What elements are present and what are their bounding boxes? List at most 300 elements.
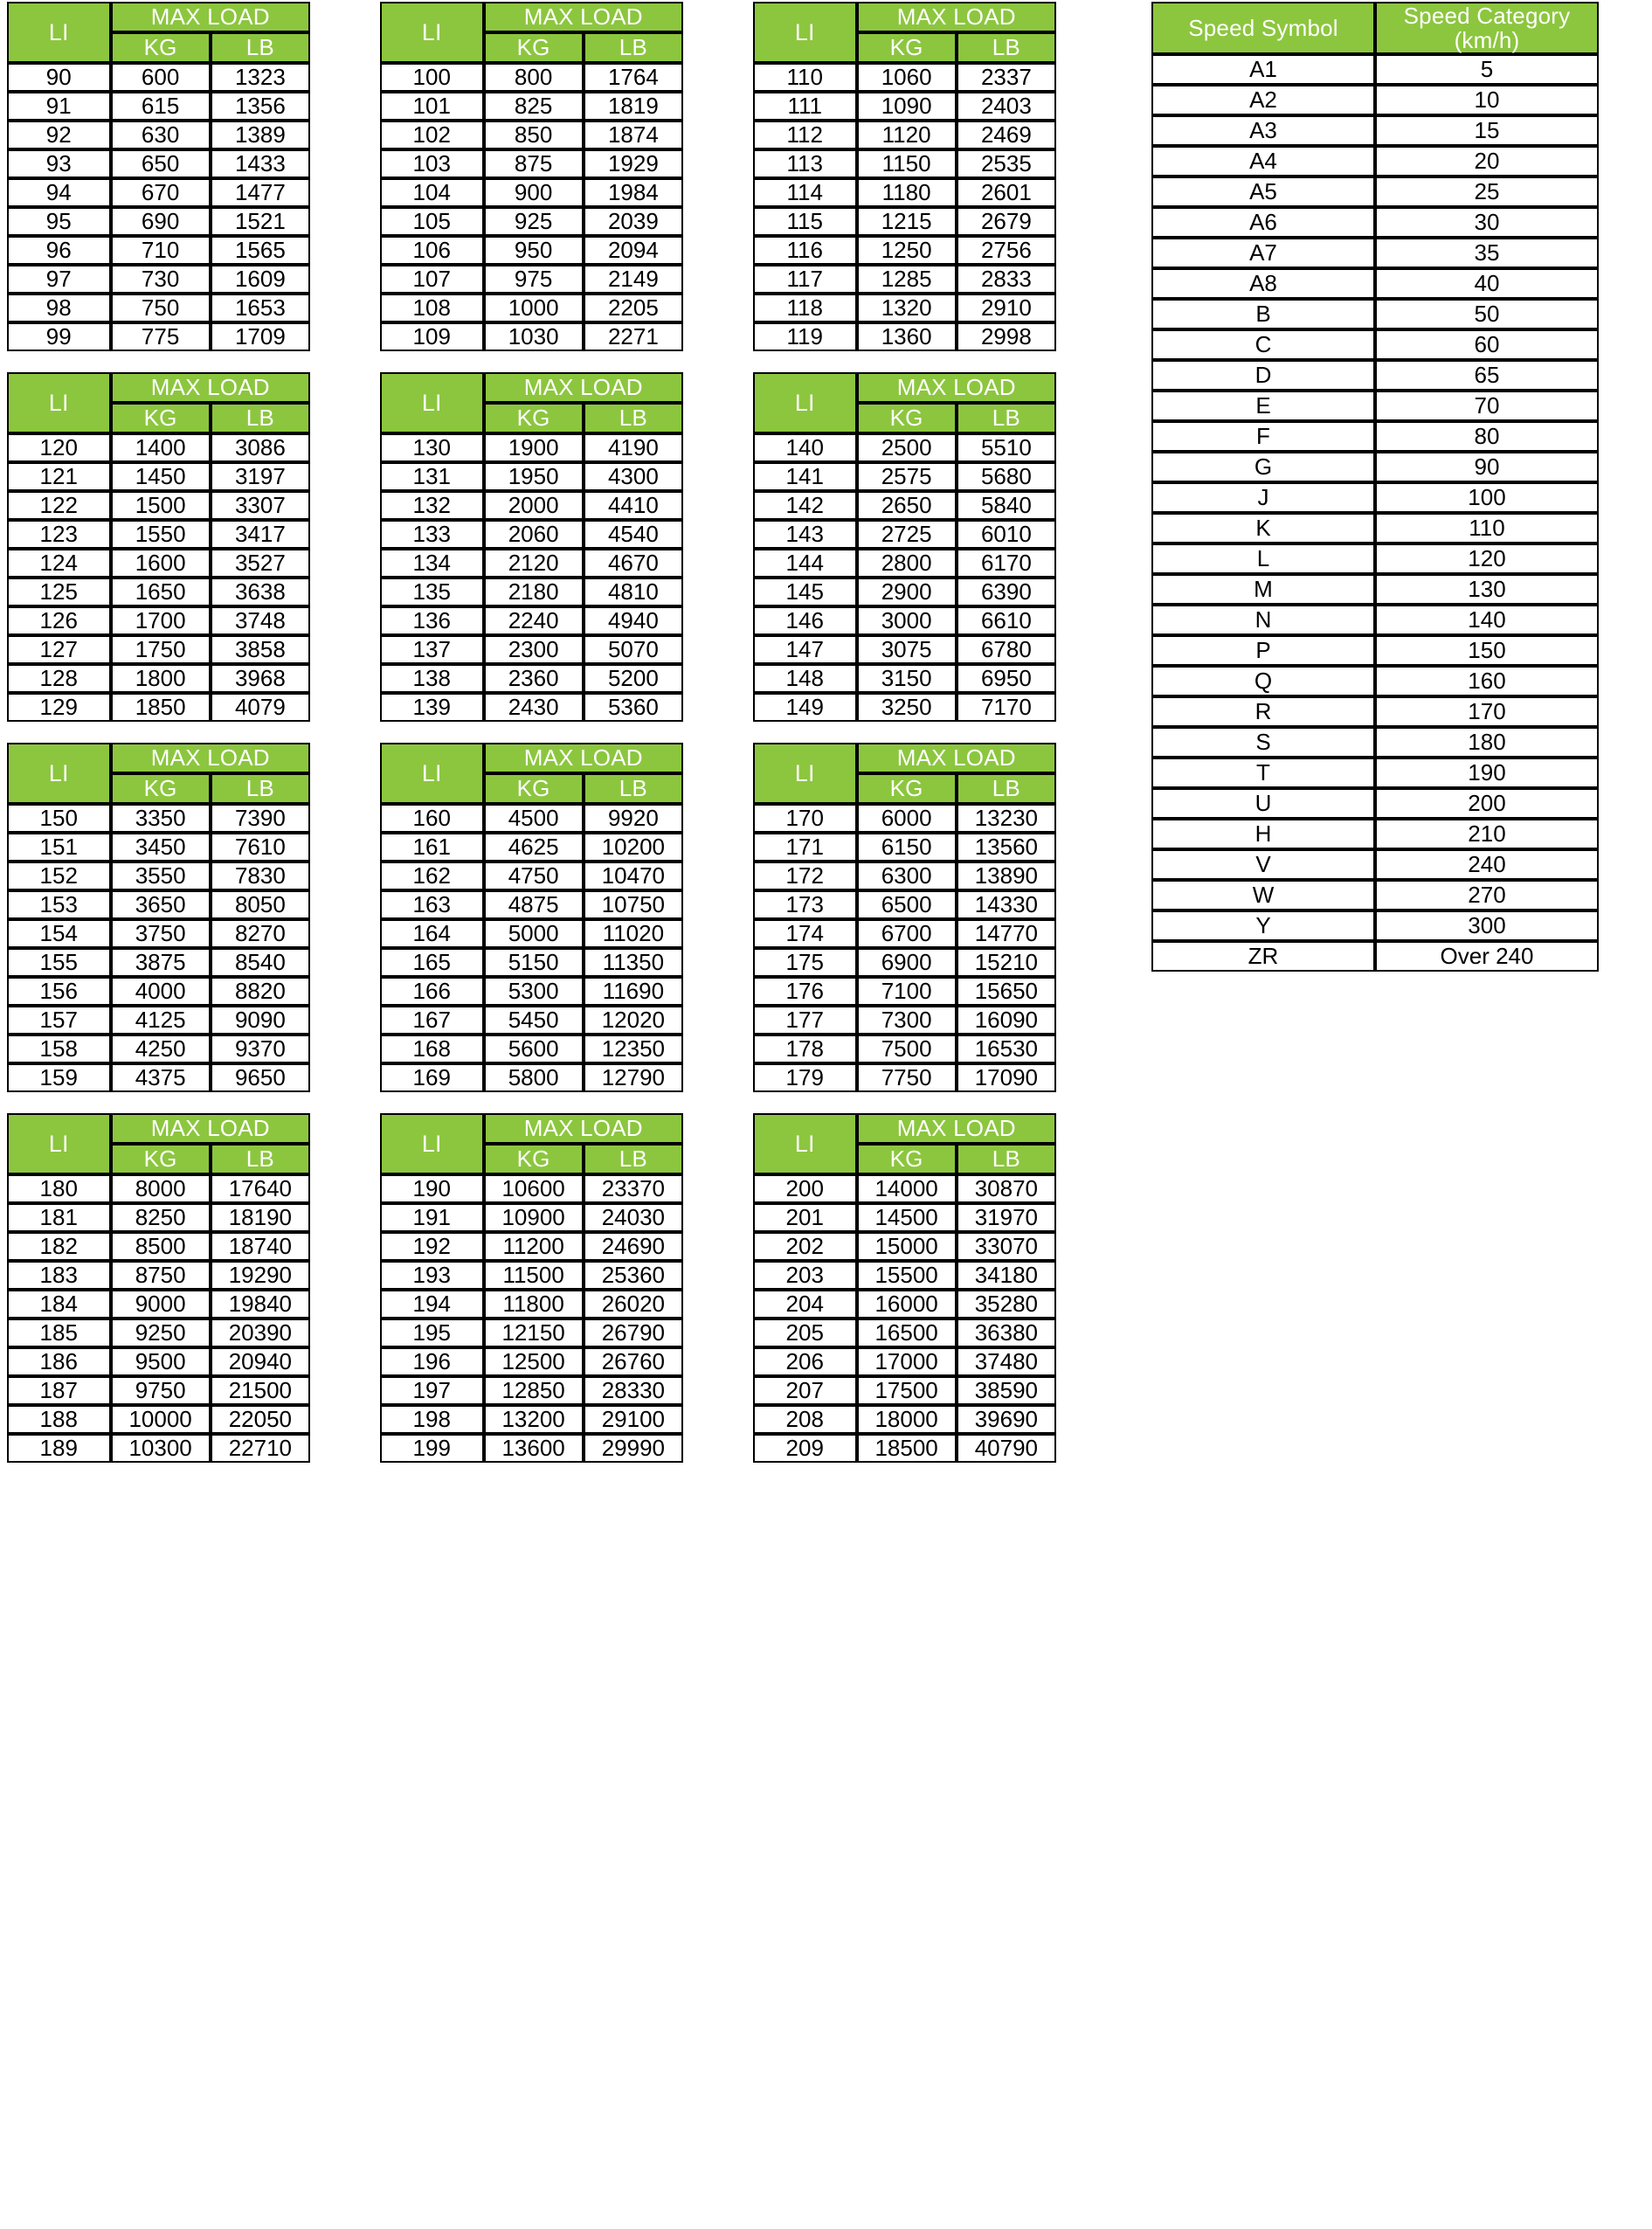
load-index-table-li-110-119: [753, 2, 1056, 351]
max-load-kg-value: 2060: [484, 520, 584, 549]
table-row: [1151, 880, 1599, 910]
load-index-value: 96: [7, 236, 111, 265]
table-row: [380, 1232, 683, 1261]
table-row: [380, 1035, 683, 1063]
max-load-kg-value: 4000: [111, 977, 211, 1006]
load-index-value: 127: [7, 635, 111, 664]
load-index-value: 126: [7, 606, 111, 635]
table-row: [7, 1232, 310, 1261]
load-index-value: 196: [380, 1347, 484, 1376]
load-index-block-row: [7, 372, 1060, 722]
table-row: [753, 63, 1056, 92]
load-index-value: 168: [380, 1035, 484, 1063]
load-index-value: 160: [380, 804, 484, 833]
table-row: [753, 890, 1056, 919]
load-index-value: 120: [7, 433, 111, 462]
max-load-lb-value: 22050: [211, 1405, 310, 1434]
table-row: [753, 635, 1056, 664]
load-index-value: 159: [7, 1063, 111, 1092]
max-load-lb-value: 26790: [584, 1319, 683, 1347]
table-row: [7, 491, 310, 520]
table-row: [380, 606, 683, 635]
max-load-lb-value: 18190: [211, 1203, 310, 1232]
max-load-lb-value: 8820: [211, 977, 310, 1006]
load-index-kg-header: KG: [484, 32, 584, 63]
table-row: [1151, 238, 1599, 268]
max-load-kg-value: 1900: [484, 433, 584, 462]
table-row: [380, 121, 683, 149]
load-index-value: 146: [753, 606, 857, 635]
speed-category-value: 210: [1375, 819, 1599, 849]
max-load-lb-value: 6390: [957, 578, 1056, 606]
table-row: [7, 178, 310, 207]
speed-symbol-value: V: [1151, 849, 1375, 880]
table-row: [7, 549, 310, 578]
load-index-header-row-top: [753, 2, 1056, 32]
max-load-lb-value: 20390: [211, 1319, 310, 1347]
max-load-lb-value: 28330: [584, 1376, 683, 1405]
load-index-value: 150: [7, 804, 111, 833]
max-load-lb-value: 7390: [211, 804, 310, 833]
table-row: [7, 149, 310, 178]
speed-symbol-value: A3: [1151, 115, 1375, 146]
speed-symbol-value: W: [1151, 880, 1375, 910]
max-load-lb-value: 22710: [211, 1434, 310, 1463]
load-index-block-li-120-129: [7, 372, 310, 722]
max-load-lb-value: 17090: [957, 1063, 1056, 1092]
load-index-value: 97: [7, 265, 111, 294]
speed-category-header-line2: (km/h): [1454, 27, 1520, 53]
load-index-value: 181: [7, 1203, 111, 1232]
load-index-value: 106: [380, 236, 484, 265]
max-load-kg-value: 1400: [111, 433, 211, 462]
max-load-lb-value: 13230: [957, 804, 1056, 833]
max-load-kg-value: 690: [111, 207, 211, 236]
table-row: [1151, 482, 1599, 513]
max-load-lb-value: 2679: [957, 207, 1056, 236]
max-load-kg-value: 14000: [857, 1174, 957, 1203]
max-load-lb-value: 3086: [211, 433, 310, 462]
load-index-value: 137: [380, 635, 484, 664]
table-row: [753, 1319, 1056, 1347]
table-row: [1151, 819, 1599, 849]
max-load-lb-value: 16090: [957, 1006, 1056, 1035]
max-load-kg-value: 1360: [857, 322, 957, 351]
load-index-value: 131: [380, 462, 484, 491]
table-row: [7, 265, 310, 294]
speed-symbol-value: A6: [1151, 207, 1375, 238]
max-load-lb-value: 29990: [584, 1434, 683, 1463]
max-load-kg-value: 3450: [111, 833, 211, 862]
load-index-table-li-150-159: [7, 743, 310, 1092]
max-load-lb-value: 2833: [957, 265, 1056, 294]
speed-symbol-value: T: [1151, 758, 1375, 788]
load-index-value: 99: [7, 322, 111, 351]
load-index-value: 112: [753, 121, 857, 149]
load-index-kg-header: KG: [111, 403, 211, 433]
speed-category-value: 160: [1375, 666, 1599, 696]
max-load-kg-value: 10300: [111, 1434, 211, 1463]
speed-symbol-value: H: [1151, 819, 1375, 849]
table-row: [7, 948, 310, 977]
max-load-lb-value: 3858: [211, 635, 310, 664]
speed-category-value: 100: [1375, 482, 1599, 513]
max-load-lb-value: 9370: [211, 1035, 310, 1063]
max-load-kg-value: 7750: [857, 1063, 957, 1092]
table-row: [753, 265, 1056, 294]
speed-symbol-value: B: [1151, 299, 1375, 329]
load-index-value: 182: [7, 1232, 111, 1261]
max-load-kg-value: 15500: [857, 1261, 957, 1290]
max-load-kg-value: 3650: [111, 890, 211, 919]
max-load-kg-value: 7300: [857, 1006, 957, 1035]
max-load-lb-value: 17640: [211, 1174, 310, 1203]
load-index-li-header: LI: [753, 1113, 857, 1174]
speed-rating-header-row: [1151, 2, 1599, 54]
max-load-lb-value: 14770: [957, 919, 1056, 948]
load-index-kg-header: KG: [857, 32, 957, 63]
table-row: [1151, 360, 1599, 391]
load-index-table-li-90-99: [7, 2, 310, 351]
speed-category-value: 200: [1375, 788, 1599, 819]
max-load-lb-value: 12790: [584, 1063, 683, 1092]
load-index-value: 147: [753, 635, 857, 664]
max-load-kg-value: 775: [111, 322, 211, 351]
max-load-kg-value: 2300: [484, 635, 584, 664]
max-load-kg-value: 2725: [857, 520, 957, 549]
max-load-kg-value: 16500: [857, 1319, 957, 1347]
table-row: [380, 520, 683, 549]
table-row: [380, 1290, 683, 1319]
table-row: [7, 1063, 310, 1092]
max-load-lb-value: 40790: [957, 1434, 1056, 1463]
load-index-value: 111: [753, 92, 857, 121]
speed-symbol-value: U: [1151, 788, 1375, 819]
load-index-value: 187: [7, 1376, 111, 1405]
max-load-lb-value: 2149: [584, 265, 683, 294]
max-load-kg-value: 14500: [857, 1203, 957, 1232]
max-load-kg-value: 1060: [857, 63, 957, 92]
load-index-value: 108: [380, 294, 484, 322]
table-row: [7, 1006, 310, 1035]
speed-category-value: 110: [1375, 513, 1599, 543]
load-index-value: 176: [753, 977, 857, 1006]
max-load-lb-value: 1764: [584, 63, 683, 92]
load-index-value: 156: [7, 977, 111, 1006]
load-index-value: 122: [7, 491, 111, 520]
max-load-lb-value: 37480: [957, 1347, 1056, 1376]
max-load-lb-value: 1929: [584, 149, 683, 178]
max-load-lb-value: 11020: [584, 919, 683, 948]
max-load-kg-value: 1500: [111, 491, 211, 520]
max-load-lb-value: 26760: [584, 1347, 683, 1376]
load-index-lb-header: LB: [584, 773, 683, 804]
table-row: [7, 1174, 310, 1203]
load-index-lb-header: LB: [584, 403, 683, 433]
max-load-lb-value: 20940: [211, 1347, 310, 1376]
load-index-value: 149: [753, 693, 857, 722]
load-index-value: 100: [380, 63, 484, 92]
load-index-value: 135: [380, 578, 484, 606]
load-index-block-li-130-139: [380, 372, 683, 722]
max-load-kg-value: 4750: [484, 862, 584, 890]
load-index-value: 148: [753, 664, 857, 693]
speed-symbol-value: N: [1151, 605, 1375, 635]
load-index-value: 178: [753, 1035, 857, 1063]
load-index-value: 139: [380, 693, 484, 722]
max-load-kg-value: 6150: [857, 833, 957, 862]
max-load-lb-value: 5840: [957, 491, 1056, 520]
load-index-value: 197: [380, 1376, 484, 1405]
speed-category-value: 5: [1375, 54, 1599, 85]
max-load-kg-value: 1950: [484, 462, 584, 491]
load-index-li-header: LI: [380, 743, 484, 804]
max-load-lb-value: 2910: [957, 294, 1056, 322]
load-index-table-body: [753, 743, 1056, 1092]
table-row: [753, 491, 1056, 520]
max-load-lb-value: 4670: [584, 549, 683, 578]
max-load-kg-value: 600: [111, 63, 211, 92]
max-load-kg-value: 825: [484, 92, 584, 121]
max-load-lb-value: 10200: [584, 833, 683, 862]
max-load-lb-value: 1819: [584, 92, 683, 121]
load-index-max-load-header: MAX LOAD: [857, 1113, 1057, 1144]
load-index-value: 114: [753, 178, 857, 207]
table-row: [1151, 788, 1599, 819]
max-load-lb-value: 3307: [211, 491, 310, 520]
max-load-lb-value: 21500: [211, 1376, 310, 1405]
load-index-table-body: [753, 372, 1056, 722]
load-index-lb-header: LB: [584, 1144, 683, 1174]
max-load-kg-value: 4250: [111, 1035, 211, 1063]
max-load-lb-value: 4410: [584, 491, 683, 520]
max-load-lb-value: 3638: [211, 578, 310, 606]
speed-symbol-value: Y: [1151, 910, 1375, 941]
load-index-value: 118: [753, 294, 857, 322]
table-row: [7, 520, 310, 549]
load-index-max-load-header: MAX LOAD: [857, 2, 1057, 32]
speed-symbol-value: M: [1151, 574, 1375, 605]
load-index-max-load-header: MAX LOAD: [857, 743, 1057, 773]
speed-symbol-value: ZR: [1151, 941, 1375, 972]
table-row: [753, 1035, 1056, 1063]
table-row: [7, 578, 310, 606]
max-load-lb-value: 1356: [211, 92, 310, 121]
load-index-kg-header: KG: [857, 773, 957, 804]
load-index-value: 206: [753, 1347, 857, 1376]
max-load-kg-value: 800: [484, 63, 584, 92]
load-index-li-header: LI: [753, 2, 857, 63]
load-index-block-row: [7, 743, 1060, 1092]
table-row: [380, 1174, 683, 1203]
table-row: [7, 862, 310, 890]
max-load-lb-value: 2337: [957, 63, 1056, 92]
max-load-lb-value: 38590: [957, 1376, 1056, 1405]
load-index-value: 103: [380, 149, 484, 178]
table-row: [380, 236, 683, 265]
load-index-table-body: [380, 1113, 683, 1463]
max-load-kg-value: 5450: [484, 1006, 584, 1035]
load-index-header-row-top: [753, 1113, 1056, 1144]
table-row: [7, 236, 310, 265]
load-index-value: 191: [380, 1203, 484, 1232]
max-load-kg-value: 7100: [857, 977, 957, 1006]
max-load-lb-value: 1323: [211, 63, 310, 92]
speed-category-value: 70: [1375, 391, 1599, 421]
load-index-header-row-top: [753, 372, 1056, 403]
max-load-lb-value: 1521: [211, 207, 310, 236]
max-load-lb-value: 19840: [211, 1290, 310, 1319]
max-load-kg-value: 2800: [857, 549, 957, 578]
max-load-lb-value: 24030: [584, 1203, 683, 1232]
max-load-lb-value: 8050: [211, 890, 310, 919]
max-load-lb-value: 2535: [957, 149, 1056, 178]
load-index-value: 192: [380, 1232, 484, 1261]
max-load-kg-value: 2650: [857, 491, 957, 520]
table-row: [7, 1035, 310, 1063]
table-row: [380, 1319, 683, 1347]
table-row: [380, 549, 683, 578]
max-load-kg-value: 15000: [857, 1232, 957, 1261]
table-row: [753, 207, 1056, 236]
speed-symbol-value: Q: [1151, 666, 1375, 696]
table-row: [1151, 268, 1599, 299]
load-index-block-row: [7, 1113, 1060, 1463]
table-row: [380, 1405, 683, 1434]
load-index-value: 190: [380, 1174, 484, 1203]
load-index-kg-header: KG: [111, 1144, 211, 1174]
max-load-kg-value: 650: [111, 149, 211, 178]
max-load-kg-value: 6500: [857, 890, 957, 919]
speed-symbol-value: D: [1151, 360, 1375, 391]
load-index-value: 91: [7, 92, 111, 121]
load-index-li-header: LI: [7, 2, 111, 63]
table-row: [1151, 666, 1599, 696]
table-row: [7, 1203, 310, 1232]
max-load-kg-value: 730: [111, 265, 211, 294]
table-row: [753, 92, 1056, 121]
load-index-value: 207: [753, 1376, 857, 1405]
load-index-table-body: [753, 2, 1056, 351]
table-row: [1151, 421, 1599, 452]
max-load-lb-value: 7170: [957, 693, 1056, 722]
max-load-lb-value: 2403: [957, 92, 1056, 121]
load-index-value: 208: [753, 1405, 857, 1434]
table-row: [753, 236, 1056, 265]
max-load-kg-value: 8750: [111, 1261, 211, 1290]
table-row: [380, 890, 683, 919]
table-row: [753, 1434, 1056, 1463]
speed-category-value: 140: [1375, 605, 1599, 635]
load-index-block-row: [7, 2, 1060, 351]
max-load-lb-value: 4940: [584, 606, 683, 635]
max-load-lb-value: 5070: [584, 635, 683, 664]
load-index-value: 133: [380, 520, 484, 549]
table-row: [1151, 177, 1599, 207]
load-index-header-row-top: [380, 2, 683, 32]
max-load-kg-value: 5600: [484, 1035, 584, 1063]
table-row: [753, 1290, 1056, 1319]
max-load-kg-value: 7500: [857, 1035, 957, 1063]
speed-category-value: 300: [1375, 910, 1599, 941]
max-load-kg-value: 4125: [111, 1006, 211, 1035]
load-index-value: 183: [7, 1261, 111, 1290]
table-row: [380, 948, 683, 977]
table-row: [7, 606, 310, 635]
max-load-lb-value: 4300: [584, 462, 683, 491]
max-load-kg-value: 615: [111, 92, 211, 121]
max-load-lb-value: 2998: [957, 322, 1056, 351]
max-load-kg-value: 11800: [484, 1290, 584, 1319]
max-load-kg-value: 1650: [111, 578, 211, 606]
load-index-value: 204: [753, 1290, 857, 1319]
load-index-li-header: LI: [753, 743, 857, 804]
max-load-lb-value: 5680: [957, 462, 1056, 491]
max-load-kg-value: 1750: [111, 635, 211, 664]
load-index-lb-header: LB: [584, 32, 683, 63]
max-load-kg-value: 12500: [484, 1347, 584, 1376]
table-row: [380, 1063, 683, 1092]
load-index-value: 186: [7, 1347, 111, 1376]
load-index-value: 101: [380, 92, 484, 121]
max-load-kg-value: 16000: [857, 1290, 957, 1319]
max-load-kg-value: 925: [484, 207, 584, 236]
max-load-kg-value: 2180: [484, 578, 584, 606]
table-row: [380, 294, 683, 322]
table-row: [753, 862, 1056, 890]
max-load-lb-value: 18740: [211, 1232, 310, 1261]
max-load-kg-value: 8250: [111, 1203, 211, 1232]
table-row: [753, 1405, 1056, 1434]
max-load-lb-value: 5510: [957, 433, 1056, 462]
load-index-lb-header: LB: [957, 773, 1056, 804]
max-load-kg-value: 3250: [857, 693, 957, 722]
max-load-lb-value: 1874: [584, 121, 683, 149]
max-load-lb-value: 2205: [584, 294, 683, 322]
max-load-lb-value: 30870: [957, 1174, 1056, 1203]
max-load-lb-value: 8270: [211, 919, 310, 948]
max-load-kg-value: 18000: [857, 1405, 957, 1434]
max-load-lb-value: 1609: [211, 265, 310, 294]
load-index-value: 98: [7, 294, 111, 322]
max-load-kg-value: 1000: [484, 294, 584, 322]
table-row: [1151, 543, 1599, 574]
load-index-kg-header: KG: [484, 403, 584, 433]
load-index-header-row-top: [380, 743, 683, 773]
max-load-kg-value: 10900: [484, 1203, 584, 1232]
max-load-kg-value: 6300: [857, 862, 957, 890]
load-index-max-load-header: MAX LOAD: [111, 743, 311, 773]
load-index-li-header: LI: [7, 372, 111, 433]
max-load-lb-value: 34180: [957, 1261, 1056, 1290]
table-row: [380, 919, 683, 948]
max-load-kg-value: 5800: [484, 1063, 584, 1092]
max-load-kg-value: 3150: [857, 664, 957, 693]
table-row: [7, 833, 310, 862]
table-row: [7, 919, 310, 948]
load-index-table-li-130-139: [380, 372, 683, 722]
max-load-lb-value: 4810: [584, 578, 683, 606]
max-load-lb-value: 6780: [957, 635, 1056, 664]
speed-category-value: 10: [1375, 85, 1599, 115]
speed-category-value: 25: [1375, 177, 1599, 207]
max-load-kg-value: 670: [111, 178, 211, 207]
load-index-table-li-100-109: [380, 2, 683, 351]
table-row: [380, 322, 683, 351]
load-index-value: 94: [7, 178, 111, 207]
speed-rating-table: [1151, 2, 1599, 972]
max-load-kg-value: 17500: [857, 1376, 957, 1405]
